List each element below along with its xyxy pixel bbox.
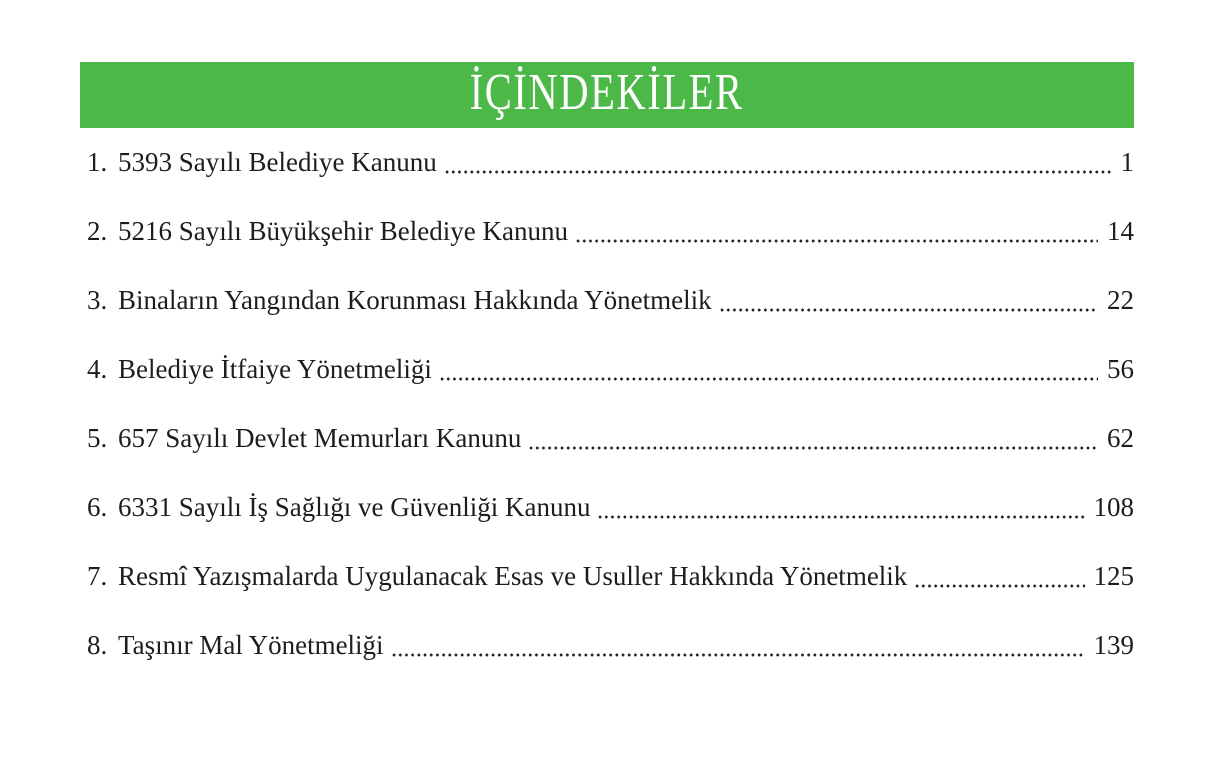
dot-leader bbox=[439, 377, 1098, 381]
dot-leader bbox=[444, 170, 1112, 174]
contents-header-bar bbox=[80, 62, 1134, 128]
toc-entry-page: 139 bbox=[1093, 630, 1134, 660]
toc-entry-page: 14 bbox=[1107, 216, 1134, 246]
toc-entry[interactable] bbox=[80, 335, 1134, 404]
toc-entry-number: 8. bbox=[87, 630, 108, 660]
toc-entry-page: 62 bbox=[1107, 423, 1134, 453]
toc-entry-number: 2. bbox=[87, 216, 108, 246]
toc-entry-number: 3. bbox=[87, 285, 108, 315]
toc-entry-title: Belediye İtfaiye Yönetmeliği bbox=[118, 354, 432, 384]
toc-entry-number: 1. bbox=[87, 147, 108, 177]
toc-entry-page: 56 bbox=[1107, 354, 1134, 384]
toc-entry[interactable] bbox=[80, 128, 1134, 197]
toc-entry[interactable] bbox=[80, 473, 1134, 542]
toc-entry-page: 125 bbox=[1093, 561, 1134, 591]
toc-entry-number: 7. bbox=[87, 561, 108, 591]
toc-entry-number: 5. bbox=[87, 423, 108, 453]
page-title: İÇİNDEKİLER bbox=[469, 64, 744, 121]
dot-leader bbox=[719, 308, 1098, 312]
toc-entry-title: Resmî Yazışmalarda Uygulanacak Esas ve Usuller Hakkında Yönetmelik bbox=[118, 561, 908, 591]
table-of-contents bbox=[80, 128, 1134, 680]
toc-entry-title: 657 Sayılı Devlet Memurları Kanunu bbox=[118, 423, 522, 453]
toc-entry[interactable] bbox=[80, 611, 1134, 680]
toc-entry-title: 6331 Sayılı İş Sağlığı ve Güvenliği Kanunu bbox=[118, 492, 591, 522]
dot-leader bbox=[575, 239, 1098, 243]
dot-leader bbox=[391, 653, 1085, 657]
toc-entry-page: 108 bbox=[1093, 492, 1134, 522]
toc-entry-number: 6. bbox=[87, 492, 108, 522]
toc-entry-page: 22 bbox=[1107, 285, 1134, 315]
toc-entry[interactable] bbox=[80, 404, 1134, 473]
toc-entry-title: 5216 Sayılı Büyükşehir Belediye Kanunu bbox=[118, 216, 568, 246]
dot-leader bbox=[597, 515, 1084, 519]
toc-entry-number: 4. bbox=[87, 354, 108, 384]
toc-entry-page: 1 bbox=[1120, 147, 1134, 177]
toc-entry[interactable] bbox=[80, 197, 1134, 266]
toc-entry-title: Binaların Yangından Korunması Hakkında Yönetmelik bbox=[118, 285, 712, 315]
toc-entry-title: 5393 Sayılı Belediye Kanunu bbox=[118, 147, 437, 177]
toc-entry-title: Taşınır Mal Yönetmeliği bbox=[118, 630, 384, 660]
dot-leader bbox=[914, 584, 1084, 588]
toc-entry[interactable] bbox=[80, 266, 1134, 335]
dot-leader bbox=[528, 446, 1098, 450]
toc-entry[interactable] bbox=[80, 542, 1134, 611]
